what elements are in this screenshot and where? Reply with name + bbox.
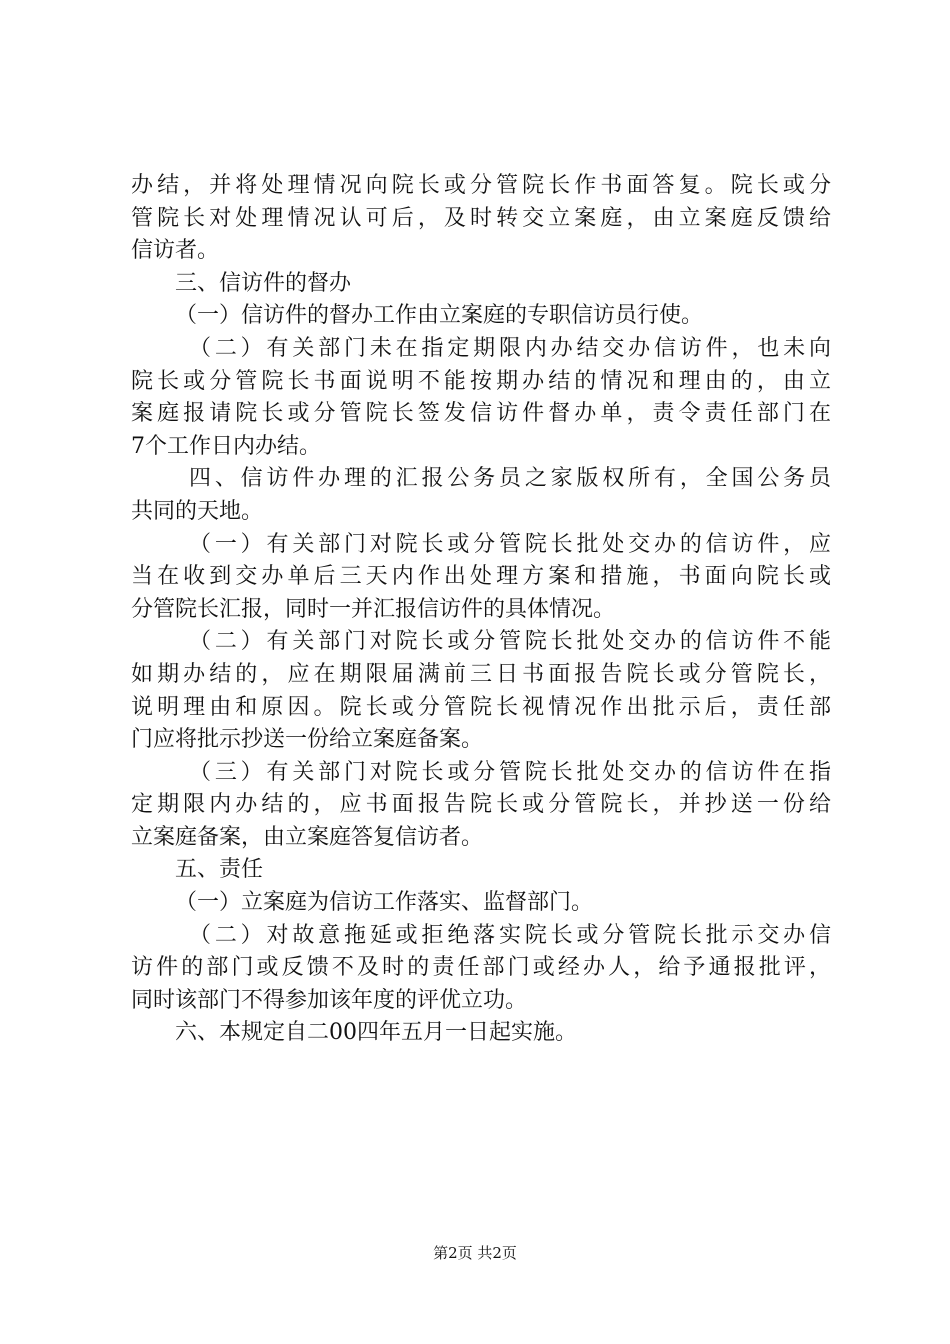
text-line: 信访者。 (131, 238, 220, 264)
text-line: 管院长对处理情况认可后，及时转交立案庭，由立案庭反馈给 (131, 205, 831, 231)
paragraph-4-3 (131, 757, 831, 855)
text-line: （二）对故意拖延或拒绝落实院长或分管院长批示交办信 (189, 922, 831, 948)
text-line: 说明理由和原因。院长或分管院长视情况作出批示后，责任部 (131, 694, 831, 720)
text-line: 访件的部门或反馈不及时的责任部门或经办人，给予通报批评， (131, 955, 831, 981)
text-line: 门应将批示抄送一份给立案庭备案。 (131, 727, 484, 753)
section-heading-4 (131, 463, 831, 528)
paragraph-3-2 (131, 333, 831, 463)
text-line: （三）有关部门对院长或分管院长批处交办的信访件在指 (189, 759, 831, 785)
paragraph-continuation (131, 170, 831, 268)
paragraph-5-2 (131, 920, 831, 1018)
text-line: 四、信访件办理的汇报公务员之家版权所有，全国公务员 (189, 466, 831, 492)
page-footer: 第2页 共2页 (433, 1244, 517, 1262)
section-heading-6 (131, 1017, 831, 1050)
text-line: 当在收到交办单后三天内作出处理方案和措施，书面向院长或 (131, 564, 831, 590)
text-line: 定期限内办结的，应书面报告院长或分管院长，并抄送一份给 (131, 792, 831, 818)
text-line: （二）有关部门未在指定期限内办结交办信访件，也未向 (189, 335, 831, 361)
text-line: 分管院长汇报，同时一并汇报信访件的具体情况。 (131, 596, 616, 622)
text-line: 立案庭备案，由立案庭答复信访者。 (131, 824, 484, 850)
paragraph-4-2 (131, 626, 831, 756)
text-line: 如期办结的，应在期限届满前三日书面报告院长或分管院长， (131, 661, 831, 687)
text-line: （一）立案庭为信访工作落实、监督部门。 (175, 890, 594, 916)
text-line: 案庭报请院长或分管院长签发信访件督办单，责令责任部门在 (131, 401, 831, 427)
text-line: （二）有关部门对院长或分管院长批处交办的信访件不能 (189, 629, 831, 655)
text-line: （一）信访件的督办工作由立案庭的专职信访员行使。 (175, 303, 704, 329)
text-line: 共同的天地。 (131, 498, 264, 524)
paragraph-3-1 (131, 300, 831, 333)
section-heading-5 (131, 854, 831, 887)
text-line: 六、本规定自二00四年五月一日起实施。 (175, 1020, 577, 1046)
text-line: 院长或分管院长书面说明不能按期办结的情况和理由的，由立 (131, 368, 831, 394)
text-line: 三、信访件的督办 (175, 270, 352, 296)
section-heading-3 (131, 268, 831, 301)
text-line: 同时该部门不得参加该年度的评优立功。 (131, 987, 528, 1013)
text-line: （一）有关部门对院长或分管院长批处交办的信访件，应 (189, 531, 831, 557)
paragraph-4-1 (131, 529, 831, 627)
text-line: 五、责任 (175, 857, 264, 883)
text-line: 办结，并将处理情况向院长或分管院长作书面答复。院长或分 (131, 173, 831, 198)
document-body (131, 170, 831, 1050)
text-line: 7个工作日内办结。 (131, 433, 321, 459)
paragraph-5-1 (131, 887, 831, 920)
